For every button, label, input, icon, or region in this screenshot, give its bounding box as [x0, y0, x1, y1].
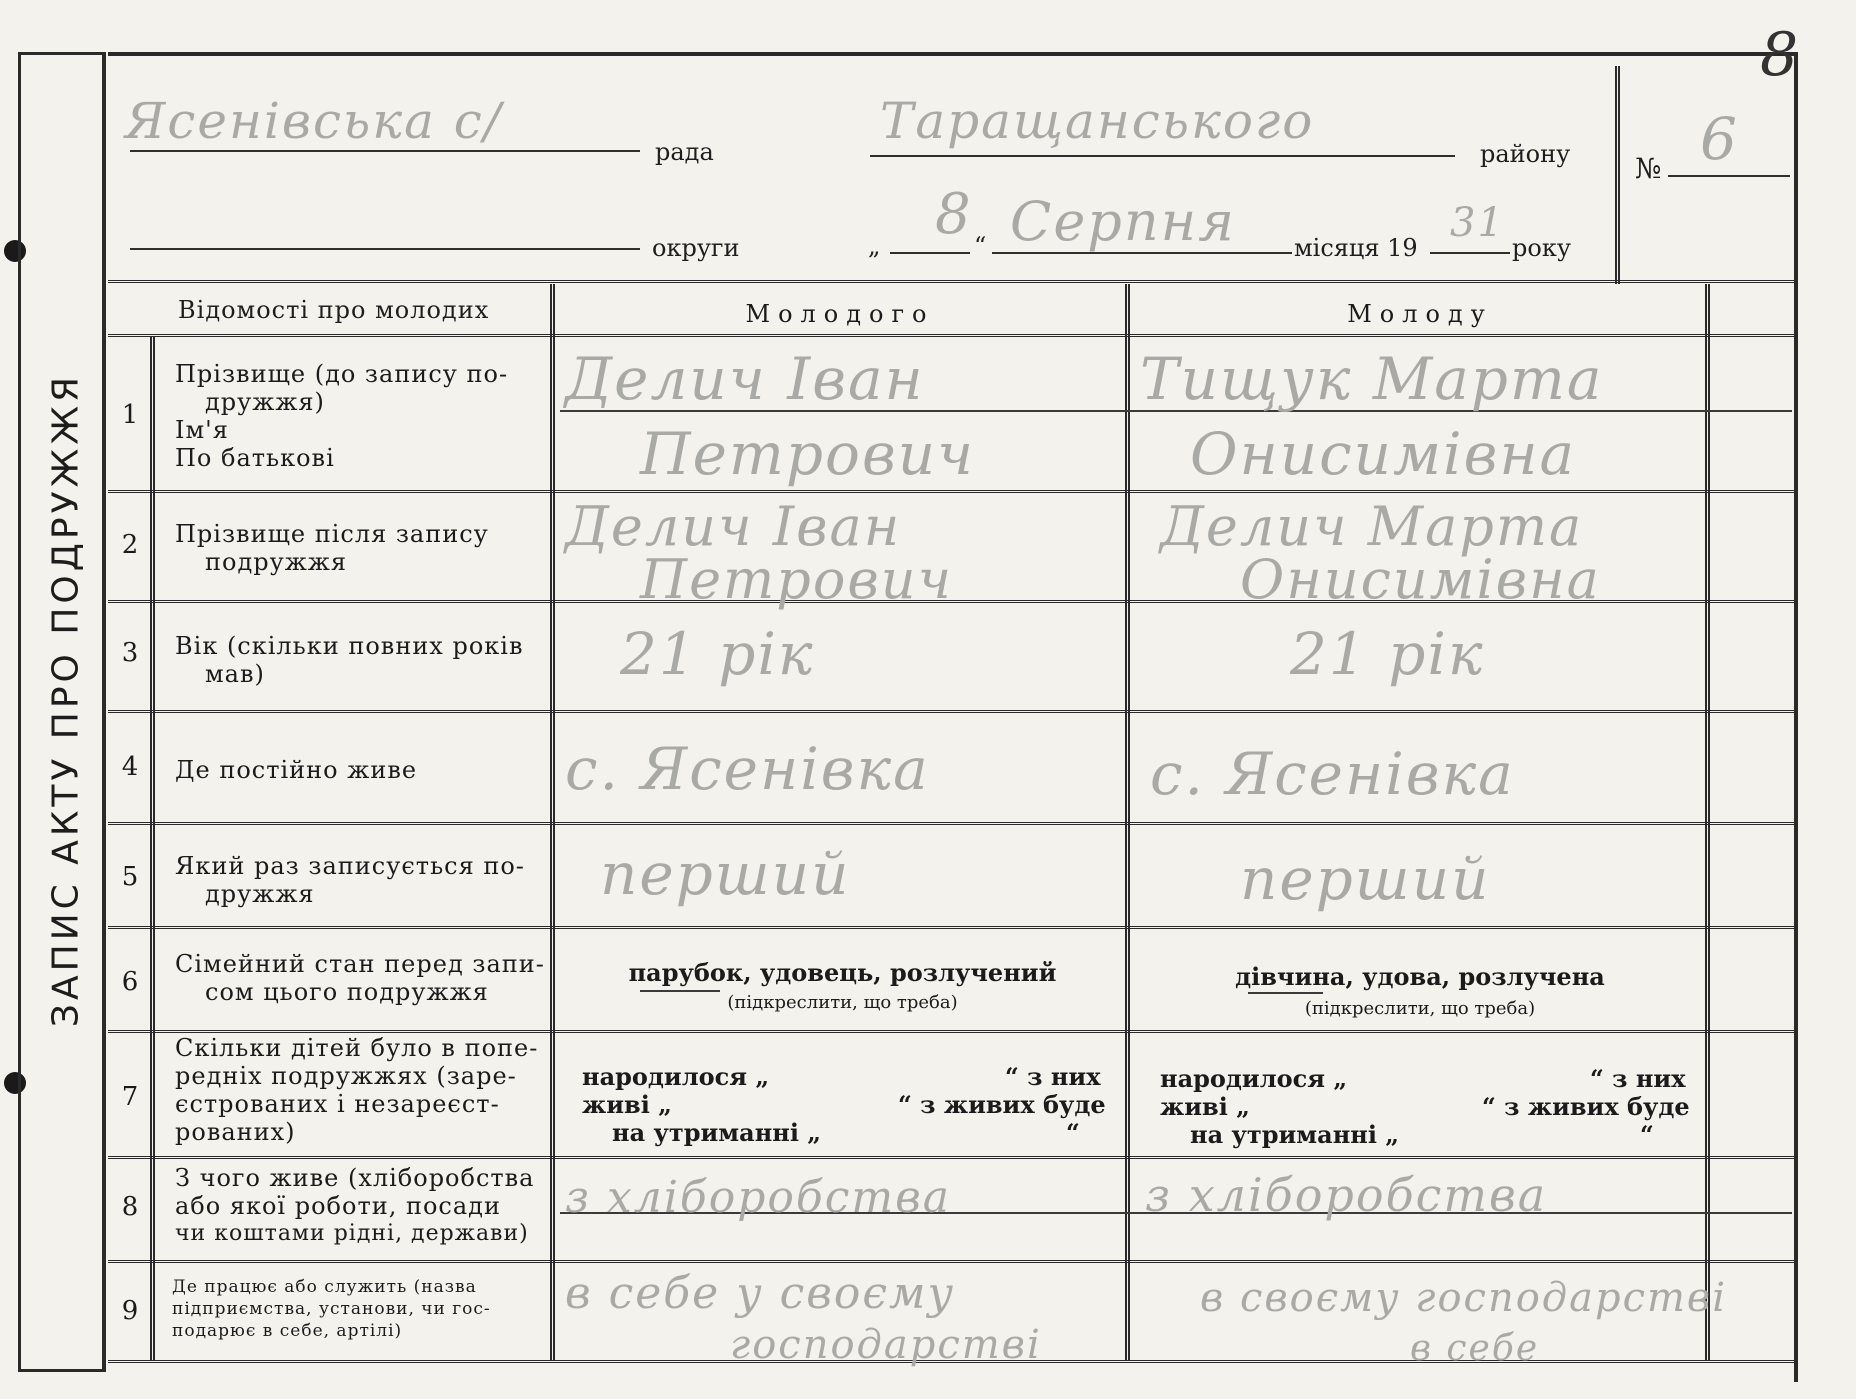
- row-label: [175, 1164, 535, 1248]
- bride-surname-name: Тищук Марта: [1140, 345, 1604, 413]
- bride-patronymic: Онисимівна: [1190, 420, 1577, 488]
- row-line: [108, 1260, 1798, 1267]
- row-number: 7: [121, 1082, 139, 1112]
- groom-marital-note: (підкреслити, що треба): [727, 992, 958, 1013]
- groom-kids-supported: на утриманні „: [612, 1118, 822, 1147]
- bride-livelihood: з хліборобства: [1145, 1168, 1548, 1222]
- row-label-line: Скільки дітей було в попе-: [175, 1034, 539, 1062]
- groom-residence: с. Ясенівка: [565, 735, 930, 803]
- row-number: 8: [121, 1192, 139, 1222]
- bride-kids-alive: живі „: [1160, 1092, 1250, 1121]
- side-title: ЗАПИС АКТУ ПРО ПОДРУЖЖЯ: [45, 372, 87, 1028]
- row-line: [108, 822, 1798, 829]
- bride-workplace: в своєму господарстві: [1200, 1275, 1727, 1321]
- rada-label: рада: [655, 138, 714, 166]
- groom-surname-name: Делич Іван: [565, 345, 925, 413]
- groom-kids-alive: живі „: [582, 1090, 672, 1119]
- groom-livelihood: з хліборобства: [565, 1172, 951, 1223]
- row-label-line: подарює в себе, артілі): [172, 1321, 403, 1341]
- number-box-divider: [1615, 66, 1624, 284]
- misyatsia-label: місяця 19: [1294, 234, 1418, 262]
- groom-kids-born: народилося „: [582, 1062, 770, 1091]
- row-label-line: дружжя): [205, 388, 325, 416]
- number-handwritten: 6: [1700, 105, 1739, 173]
- header-bottom-line: [108, 280, 1798, 287]
- groom-kids-of-them: “ з них: [1005, 1062, 1101, 1091]
- row-label: [175, 756, 417, 784]
- bride-marital-options: дівчина, удова, розлучена: [1235, 962, 1605, 991]
- row-number: 1: [121, 400, 139, 430]
- row-label-line: єстрованих і незареєст-: [175, 1090, 500, 1118]
- row-label-line: чи коштами рідні, держави): [175, 1221, 529, 1246]
- row-label-line: Прізвище (до запису по-: [175, 360, 509, 388]
- row-label-line: підприємства, установи, чи гос-: [172, 1299, 491, 1319]
- day-handwritten: 8: [935, 182, 973, 247]
- row-line: [108, 1156, 1798, 1163]
- bride-new-surname: Делич Марта: [1160, 495, 1584, 558]
- row-label-line: Який раз записується по-: [175, 852, 525, 880]
- row-label: [175, 950, 545, 1006]
- row-label-line: подружжя: [205, 548, 348, 576]
- rayon-handwritten: Таращанського: [880, 92, 1315, 150]
- groom-workplace: в себе у своєму: [565, 1268, 956, 1319]
- bride-marital-underline: [1248, 992, 1323, 994]
- row-line: [108, 334, 1798, 341]
- row-label-line: редніх подружжях (заре-: [175, 1062, 517, 1090]
- bride-kids-supported-close: “: [1640, 1120, 1654, 1149]
- row-number: 4: [121, 752, 139, 782]
- year-fill-line: [1430, 252, 1510, 254]
- bride-residence: с. Ясенівка: [1150, 740, 1515, 808]
- row-label: [175, 360, 508, 472]
- okruhy-label: округи: [652, 234, 740, 262]
- year-handwritten: 31: [1450, 200, 1505, 246]
- row-label-line: сом цього подружжя: [205, 978, 489, 1006]
- row-label: [172, 1276, 491, 1342]
- rayon-fill-line: [870, 155, 1455, 157]
- quote-close: “: [974, 232, 987, 260]
- okruhy-fill-line: [130, 248, 640, 250]
- groom-age: 21 рік: [620, 620, 815, 688]
- roku-label: року: [1512, 234, 1571, 262]
- groom-kids-supported-close: “: [1066, 1118, 1080, 1147]
- row-label-line: По батькові: [175, 444, 335, 472]
- row-number: 3: [121, 638, 139, 668]
- row-line: [108, 926, 1798, 933]
- rada-handwritten: Ясенівська с/: [125, 92, 503, 150]
- row-label-line: Де працює або служить (назва: [172, 1277, 477, 1297]
- quote-open: „: [868, 232, 881, 260]
- row-label-line: або якої роботи, посади: [175, 1192, 501, 1220]
- rada-fill-line: [130, 150, 640, 152]
- corner-mark: 8: [1760, 20, 1801, 90]
- groom-workplace-2: господарстві: [730, 1322, 1042, 1368]
- row-line: [108, 710, 1798, 717]
- col-head-info: Відомості про молодих: [178, 296, 490, 324]
- row-label-line: З чого живе (хліборобства: [175, 1164, 535, 1192]
- row-label: [175, 1034, 538, 1146]
- day-fill-line: [890, 252, 970, 254]
- groom-patronymic: Петрович: [640, 420, 976, 488]
- groom-new-surname: Делич Іван: [565, 495, 902, 558]
- row-label-line: Де постійно живе: [175, 756, 418, 784]
- bride-marital-note: (підкреслити, що треба): [1304, 998, 1536, 1019]
- bride-kids-born: народилося „: [1160, 1064, 1348, 1093]
- bride-workplace-2: в себе: [1410, 1328, 1540, 1369]
- row-label-line: Вік (скільки повних років: [175, 632, 524, 660]
- row-label: [175, 520, 489, 576]
- row-number: 5: [121, 862, 139, 892]
- row-number: 2: [121, 530, 139, 560]
- number-label: №: [1635, 152, 1662, 185]
- bride-marriage-count: перший: [1240, 845, 1491, 913]
- row-label: [175, 632, 523, 688]
- row-number: 9: [121, 1296, 139, 1326]
- number-fill-line: [1668, 175, 1790, 177]
- bride-kids-of-them: “ з них: [1590, 1064, 1686, 1093]
- groom-kids-of-alive: “ з живих буде: [898, 1090, 1106, 1119]
- month-handwritten: Серпня: [1010, 190, 1236, 253]
- bride-age: 21 рік: [1290, 620, 1485, 688]
- groom-new-patronymic: Петрович: [640, 548, 954, 611]
- row-label: [175, 852, 525, 908]
- bride-new-patronymic: Онисимівна: [1240, 548, 1601, 611]
- col-head-groom: Молодого: [745, 300, 935, 328]
- rayon-label: району: [1480, 140, 1571, 168]
- groom-marital-underline: [640, 990, 720, 992]
- row-label-line: Прізвище після запису: [175, 520, 489, 548]
- groom-marriage-count: перший: [600, 840, 851, 908]
- groom-marital-options: парубок, удовець, розлучений: [628, 958, 1057, 987]
- col-head-bride: Молоду: [1347, 300, 1493, 328]
- row-label-line: Ім'я: [175, 416, 229, 444]
- row-label-line: мав): [205, 660, 265, 688]
- row-label-line: Сімейний стан перед запи-: [175, 950, 545, 978]
- row-label-line: рованих): [175, 1118, 296, 1146]
- month-fill-line: [992, 252, 1292, 254]
- row-number: 6: [121, 967, 139, 997]
- row-label-line: дружжя: [205, 880, 315, 908]
- bride-kids-of-alive: “ з живих буде: [1482, 1092, 1690, 1121]
- bride-kids-supported: на утриманні „: [1190, 1120, 1400, 1149]
